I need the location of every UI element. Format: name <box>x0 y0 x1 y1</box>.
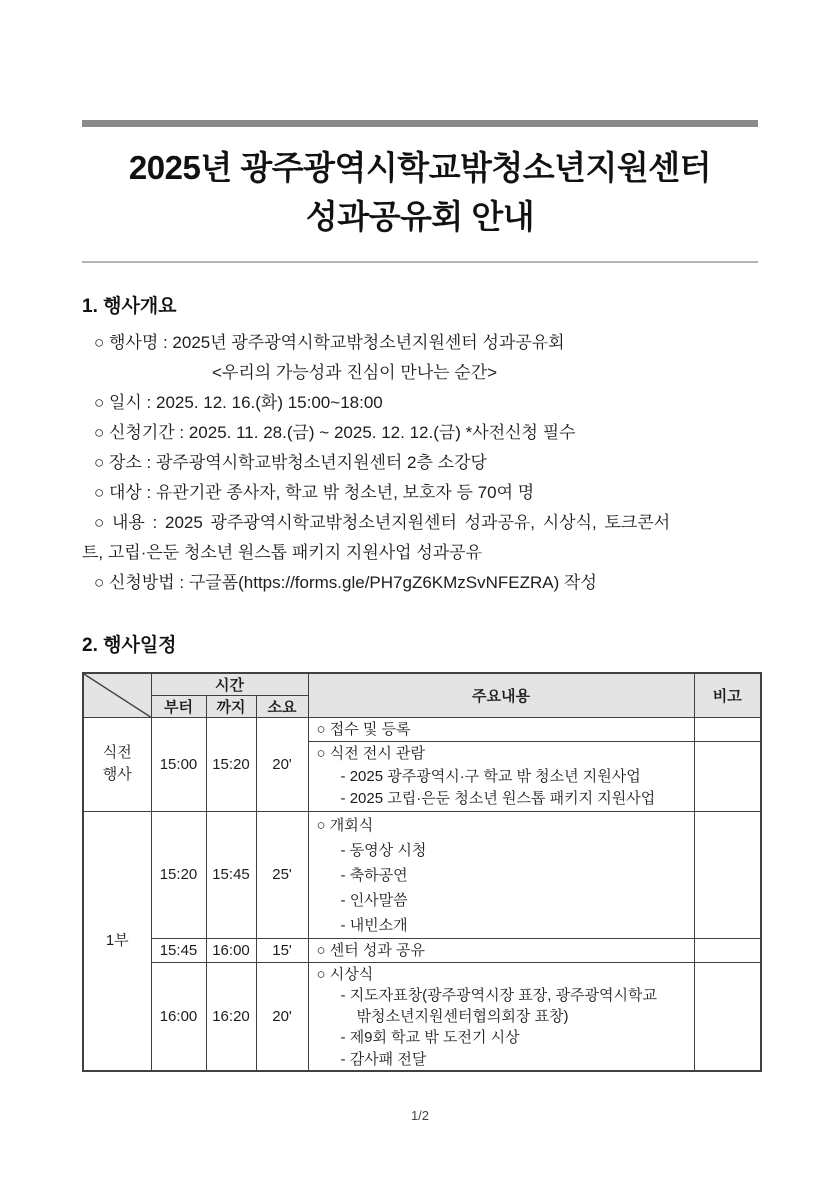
content-cell-registration <box>308 718 694 742</box>
content-line: ○ 개회식 <box>316 816 374 834</box>
note-cell <box>694 742 761 812</box>
top-rule-bar <box>82 120 758 127</box>
corner-cell <box>83 673 151 718</box>
overview-line-datetime: ○ 일시 : 2025. 12. 16.(화) 15:00~18:00 <box>94 393 383 412</box>
content-line: - 축하공연 <box>340 866 408 884</box>
content-line: ○ 식전 전시 관람 <box>316 745 426 762</box>
duration-cell: 20' <box>256 962 308 1071</box>
content-line: ○ 센터 성과 공유 <box>316 941 426 959</box>
content-line: - 감사패 전달 <box>340 1050 427 1068</box>
time-to-cell: 16:00 <box>206 938 256 962</box>
content-line: - 인사말씀 <box>340 891 408 909</box>
overview-heading: 1. 행사개요 <box>82 296 177 317</box>
overview-line-audience: ○ 대상 : 유관기관 종사자, 학교 밖 청소년, 보호자 등 70여 명 <box>94 483 535 502</box>
note-cell <box>694 718 761 742</box>
time-to-cell: 15:20 <box>206 718 256 812</box>
corner-diagonal-line <box>84 674 151 717</box>
content-line: ○ 시상식 <box>316 965 374 983</box>
content-line: ○ 접수 및 등록 <box>316 721 411 738</box>
content-cell-exhibition <box>308 742 694 812</box>
content-cell-awards <box>308 962 694 1071</box>
duration-cell: 15' <box>256 938 308 962</box>
overview-line-slogan: <우리의 가능성과 진심이 만나는 순간> <box>212 363 498 382</box>
content-line: - 2025 광주광역시·구 학교 밖 청소년 지원사업 <box>340 767 641 785</box>
category-cell-pre-event <box>83 718 151 812</box>
note-cell <box>694 811 761 938</box>
page-number: 1/2 <box>410 1108 430 1123</box>
document-title-line2: 성과공유회 안내 <box>305 198 535 235</box>
time-from-cell: 16:00 <box>151 962 206 1071</box>
note-cell <box>694 962 761 1071</box>
schedule-table <box>82 672 762 1072</box>
category-cell-part1: 1부 <box>83 811 151 1071</box>
content-line: 밖청소년지원센터협의회장 표창) <box>356 1008 569 1026</box>
category-pre-event-line1: 식전 <box>102 744 132 762</box>
content-cell-opening-ceremony <box>308 811 694 938</box>
schedule-heading: 2. 행사일정 <box>82 635 177 656</box>
time-from-cell: 15:20 <box>151 811 206 938</box>
header-content: 주요내용 <box>308 673 694 718</box>
document-title <box>82 143 758 241</box>
category-pre-event-line2: 행사 <box>102 766 132 784</box>
content-line: - 동영상 시청 <box>340 841 427 859</box>
content-cell-center-results <box>308 938 694 962</box>
overview-line-apply-period: ○ 신청기간 : 2025. 11. 28.(금) ~ 2025. 12. 12.(금) *사전신청 필수 <box>94 423 576 442</box>
content-line: - 제9회 학교 밖 도전기 시상 <box>340 1029 520 1047</box>
duration-cell: 25' <box>256 811 308 938</box>
header-duration: 소요 <box>256 696 308 718</box>
header-time: 시간 <box>151 673 308 696</box>
header-from: 부터 <box>151 696 206 718</box>
content-line: - 2025 고립·은둔 청소년 원스톱 패키지 지원사업 <box>340 790 656 807</box>
header-note: 비고 <box>694 673 761 718</box>
duration-cell: 20' <box>256 718 308 812</box>
overview-list <box>82 328 758 598</box>
time-to-cell: 15:45 <box>206 811 256 938</box>
content-line: - 지도자표창(광주광역시장 표장, 광주광역시학교 <box>340 986 657 1004</box>
time-from-cell: 15:45 <box>151 938 206 962</box>
overview-line-apply-method: ○ 신청방법 : 구글폼(https://forms.gle/PH7gZ6KMzSvNFEZRA) 작성 <box>94 573 597 592</box>
overview-line-contents-wrap: 트, 고립·은둔 청소년 원스톱 패키지 지원사업 성과공유 <box>82 543 483 562</box>
overview-line-contents: ○ 내용 : 2025 광주광역시학교밖청소년지원센터 성과공유, 시상식, 토크콘서 <box>94 513 671 532</box>
title-divider <box>82 261 758 263</box>
overview-line-venue: ○ 장소 : 광주광역시학교밖청소년지원센터 2층 소강당 <box>94 453 487 472</box>
overview-line-event-name: ○ 행사명 : 2025년 광주광역시학교밖청소년지원센터 성과공유회 <box>94 333 565 352</box>
content-line: - 내빈소개 <box>340 916 408 934</box>
header-to: 까지 <box>206 696 256 718</box>
note-cell <box>694 938 761 962</box>
document-title-line1: 2025년 광주광역시학교밖청소년지원센터 <box>128 149 712 186</box>
time-to-cell: 16:20 <box>206 962 256 1071</box>
time-from-cell: 15:00 <box>151 718 206 812</box>
